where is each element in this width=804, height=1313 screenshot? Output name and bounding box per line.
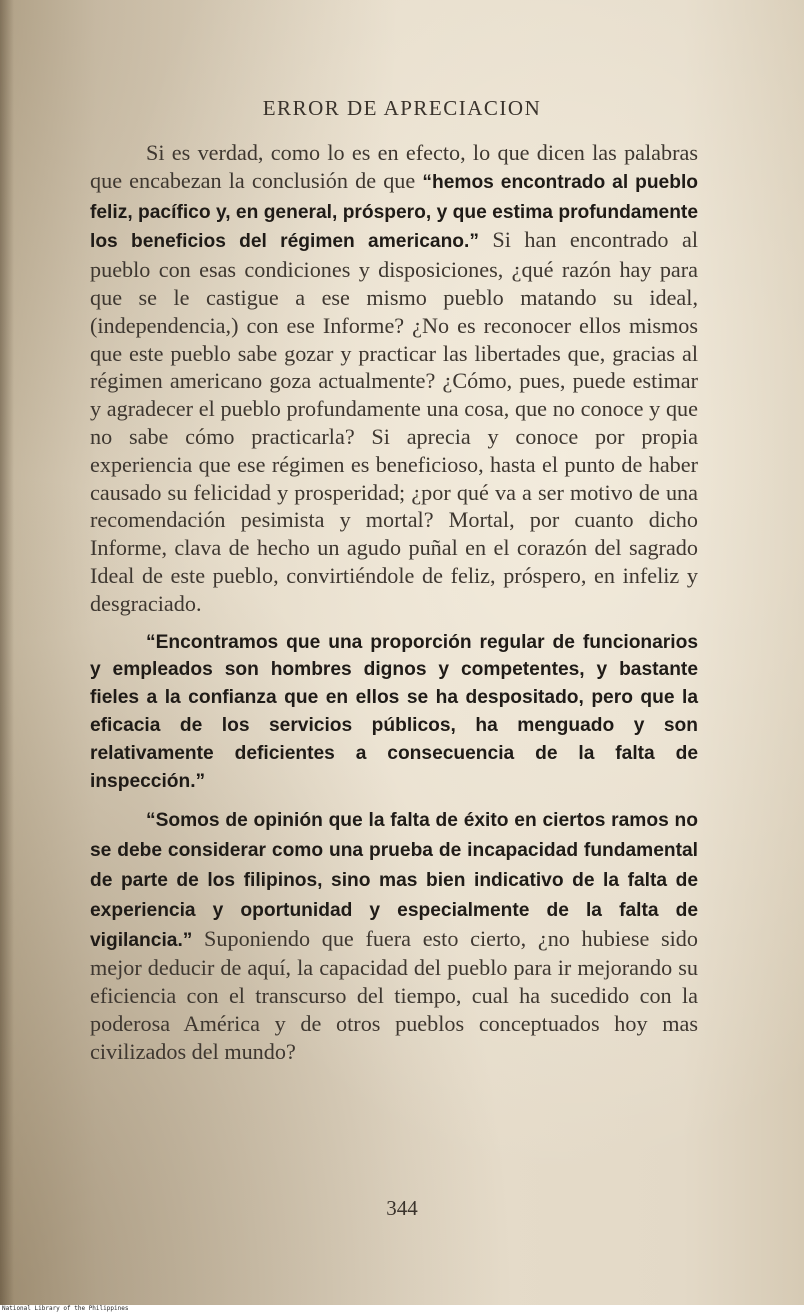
paragraph-1-continuation: Si han encontrado al pueblo con esas condiciones y disposiciones, ¿qué razón hay para que se le castigue a ese mismo pueblo matando su ideal, (independencia,) con ese Informe? ¿No es reconocer ellos mismos que este pueblo sabe gozar y practicar las libertades que, gracias al régimen americano goza actualmente? ¿Cómo, pues, puede estimar y agradecer el pueblo profundamente una cosa, que no conoce y que no sabe cómo practicarla? Si aprecia y conoce por propia experiencia que ese régimen es beneficioso, hasta el punto de haber causado su felicidad y prosperidad; ¿por qué va a ser motivo de una recomendación pesimista y mortal? Mortal, por cuanto dicho Informe, clava de hecho un agudo puñal en el corazón del sagrado Ideal de este pueblo, convirtiéndole de feliz, próspero, en infeliz y desgraciado. <box>90 227 698 616</box>
quote-paragraph-2: “Encontramos que una proporción regular de funcionarios y empleados son hombres dignos y competentes, y bastante fieles a la confianza que en ellos se ha despositado, pero que la eficacia de los servicios públicos, ha menguado y son relativamente deficientes a consecuencia de la falta de inspección.” <box>90 631 698 792</box>
paragraph-1 <box>90 139 698 618</box>
paragraph-3-quote: “Somos de opinión que la falta de éxito en ciertos ramos no se debe considerar como una prueba de incapacidad fundamental de parte de los filipinos, sino mas bien indicativo de la falta de experiencia y oportunidad y especialmente de la falta de vigilancia.” <box>90 810 698 951</box>
running-header: ERROR DE APRECIACION <box>262 96 542 120</box>
library-credit: National Library of the Philippines <box>2 1305 129 1312</box>
paragraph-1-intro: Si es verdad, como lo es en efecto, lo que dicen las palabras que encabezan la conclusión de que <box>90 140 698 193</box>
paragraph-3 <box>90 805 698 1065</box>
paragraph-1-quote: “hemos encontrado al pueblo feliz, pacífico y, en general, próspero, y que estima profundamente los beneficios del régimen americano.” <box>90 171 698 253</box>
page-number: 344 <box>386 1196 418 1220</box>
binding-shadow <box>0 0 14 1305</box>
body-text <box>90 139 698 1066</box>
paragraph-3-continuation: Suponiendo que fuera esto cierto, ¿no hubiese sido mejor deducir de aquí, la capacidad del pueblo para ir mejorando su eficiencia con el transcurso del tiempo, cual ha sucedido con la poderosa América y de otros pueblos conceptuados hoy mas civilizados del mundo? <box>90 925 698 1064</box>
